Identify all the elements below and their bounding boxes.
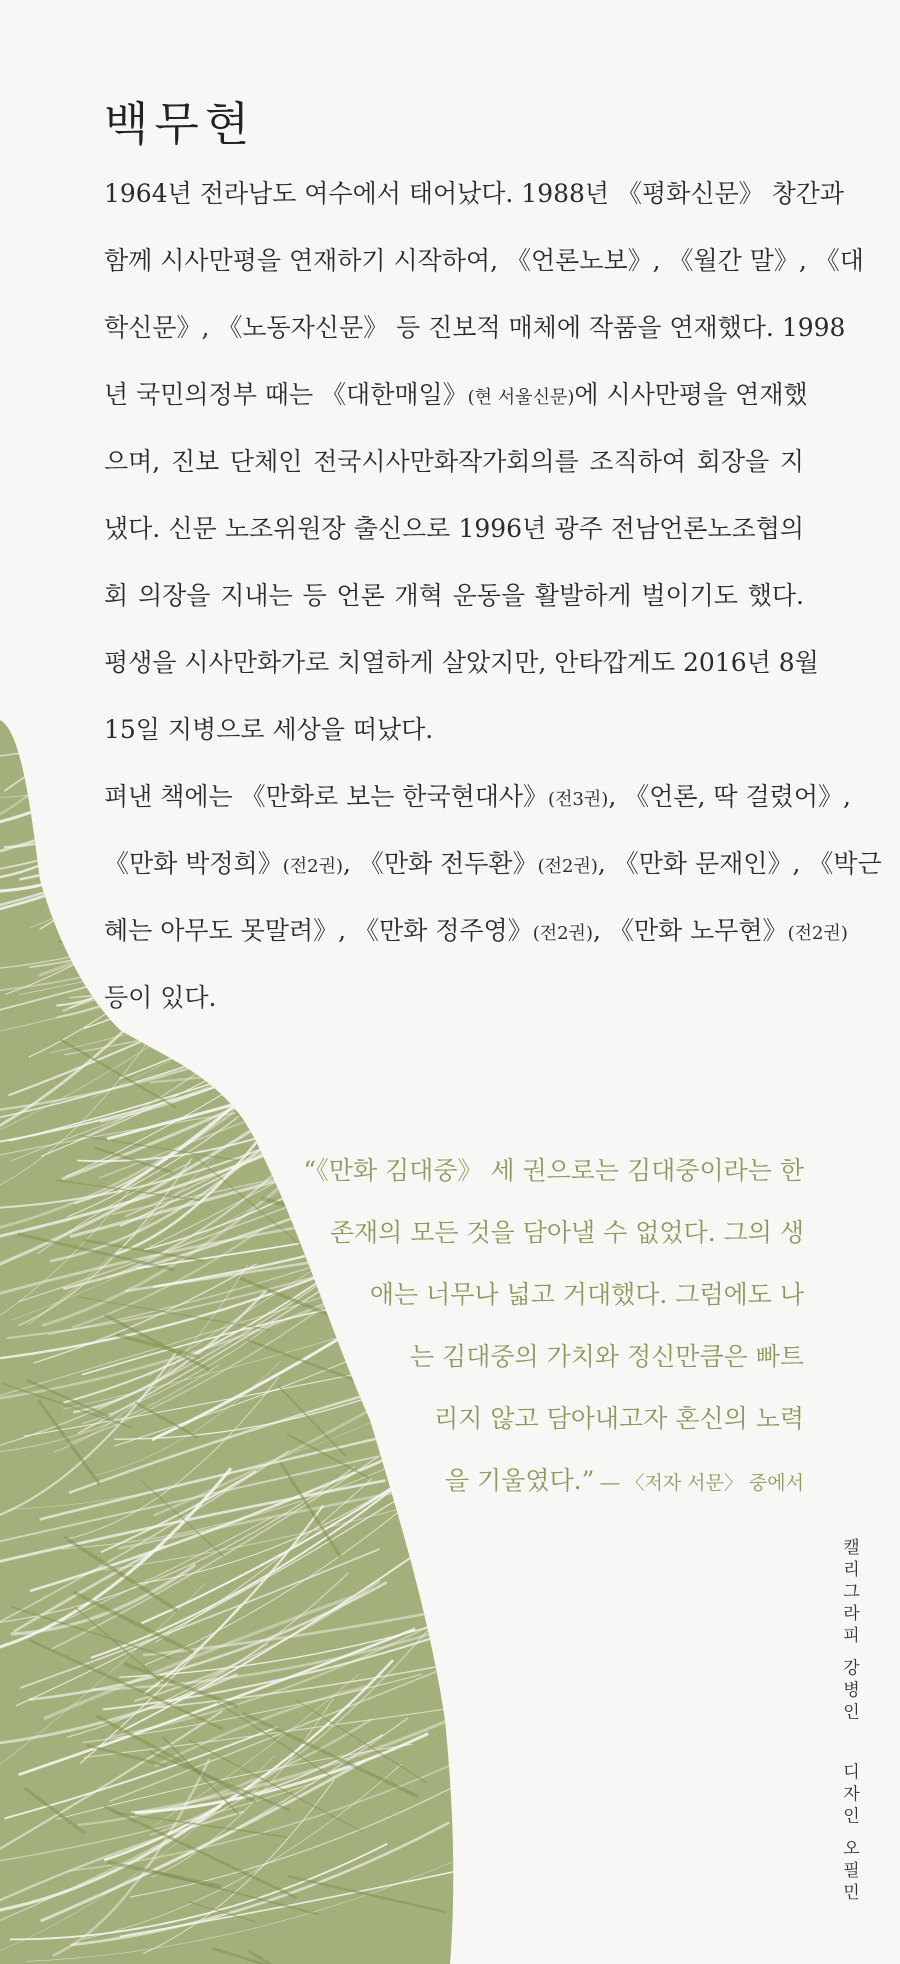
bio-line bbox=[104, 294, 846, 361]
quote-text: 애는 너무나 넓고 거대했다. 그럼에도 나 bbox=[369, 1280, 804, 1309]
calligraphy-credit: 캘리그라피 강병인 bbox=[839, 1538, 859, 1725]
bio-note: (전2권) bbox=[282, 856, 343, 877]
quote-text: “《만화 김대중》 세 권으로는 김대중이라는 한 bbox=[303, 1156, 804, 1185]
bio-note: (전3권) bbox=[548, 789, 609, 810]
bio-line bbox=[104, 160, 845, 227]
bio-line bbox=[104, 428, 804, 495]
bio-text: 1964년 전라남도 여수에서 태어났다. 1988년 《평화신문》 창간과 bbox=[104, 179, 845, 208]
brush-dark-streak bbox=[179, 1033, 354, 1085]
quote-line bbox=[184, 1388, 804, 1450]
bio-text: , 《만화 노무현》 bbox=[592, 916, 788, 945]
quote-text: 을 기울였다.” bbox=[444, 1466, 595, 1495]
design-credit: 디자인 오필민 bbox=[839, 1762, 859, 1905]
bio-line bbox=[104, 763, 851, 830]
bio-text: , 《언론, 딱 걸렸어》, bbox=[608, 782, 851, 811]
bio-note: (전2권) bbox=[532, 923, 593, 944]
bio-text: 《만화 박정희》 bbox=[104, 849, 283, 878]
quote-text: 는 김대중의 가치와 정신만큼은 빠트 bbox=[409, 1342, 804, 1371]
bio-text: 등이 있다. bbox=[104, 983, 217, 1012]
bio-text: 혜는 아무도 못말려》, 《만화 정주영》 bbox=[104, 916, 533, 945]
bio-note: (현 서울신문) bbox=[467, 387, 575, 408]
bio-text: 냈다. 신문 노조위원장 출신으로 1996년 광주 전남언론노조협의 bbox=[104, 514, 804, 543]
bio-line bbox=[104, 495, 804, 562]
bio-text: 평생을 시사만화가로 치열하게 살았지만, 안타깝게도 2016년 8월 bbox=[104, 648, 819, 677]
author-name: 백무현 bbox=[104, 97, 256, 151]
bio-note: (전2권) bbox=[787, 923, 848, 944]
bio-note: (전2권) bbox=[537, 856, 598, 877]
bio-line bbox=[104, 629, 819, 696]
bio-line bbox=[104, 562, 804, 629]
bio-text: 함께 시사만평을 연재하기 시작하여, 《언론노보》, 《월간 말》, 《대 bbox=[104, 246, 864, 275]
quote-text: 리지 않고 담아내고자 혼신의 노력 bbox=[434, 1404, 804, 1433]
quote-text: 존재의 모든 것을 담아낼 수 없었다. 그의 생 bbox=[329, 1218, 804, 1247]
bio-line bbox=[104, 830, 882, 897]
quote-line bbox=[184, 1202, 804, 1264]
bio-line bbox=[104, 227, 864, 294]
brush-dark-streak bbox=[226, 1062, 304, 1100]
quote-line bbox=[184, 1140, 804, 1202]
credits bbox=[837, 1538, 862, 1905]
bio-text: 학신문》, 《노동자신문》 등 진보적 매체에 작품을 연재했다. 1998 bbox=[104, 313, 846, 342]
bio-text: 년 국민의정부 때는 《대한매일》 bbox=[104, 380, 468, 409]
bio-line bbox=[104, 361, 808, 428]
bio-line bbox=[104, 696, 804, 763]
bio-text: 펴낸 책에는 《만화로 보는 한국현대사》 bbox=[104, 782, 549, 811]
bio-text: 에 시사만평을 연재했 bbox=[574, 380, 808, 409]
bio-text: 으며, 진보 단체인 전국시사만화작가회의를 조직하여 회장을 지 bbox=[104, 447, 804, 476]
bio-line bbox=[104, 964, 804, 1031]
brush-dark-streak bbox=[225, 1055, 311, 1080]
bio-text: , 《만화 전두환》 bbox=[342, 849, 538, 878]
author-biography bbox=[104, 160, 882, 1031]
bio-text: 15일 지병으로 세상을 떠났다. bbox=[104, 715, 434, 744]
brush-dark-streak bbox=[256, 1094, 414, 1126]
bio-text: 회 의장을 지내는 등 언론 개혁 운동을 활발하게 벌이기도 했다. bbox=[104, 581, 804, 610]
bio-text: , 《만화 문재인》, 《박근 bbox=[597, 849, 882, 878]
quote-line bbox=[184, 1450, 804, 1512]
quote-line bbox=[184, 1264, 804, 1326]
bio-line bbox=[104, 897, 848, 964]
quote-line bbox=[184, 1326, 804, 1388]
author-quote bbox=[184, 1140, 804, 1512]
quote-source: ― 〈저자 서문〉 중에서 bbox=[594, 1472, 804, 1494]
